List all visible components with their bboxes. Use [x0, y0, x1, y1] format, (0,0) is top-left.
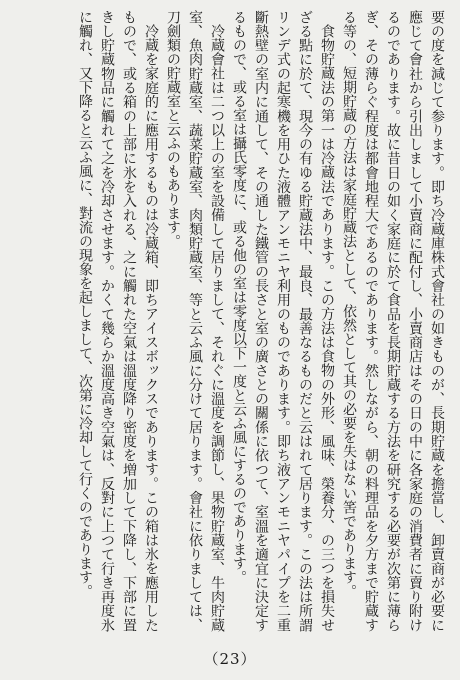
paragraph: 冷蔵を家庭的に應用するものは冷蔵箱、即ちアイスボックスであります。この箱は氷を應用したもので、或る箱の上部に氷を入れる、之に觸れた空氣は溫度降り密度を増加して下降し、下部に置きし貯蔵物品に觸れて之を冷却させます。かくて幾らか溫度高き空氣は、反對に上つて行き再度氷に觸れ、又下降ると云ふ風に、對流の現象を起しまして、次第に冷却して行くのであります。	[77, 10, 159, 632]
page-number: （23）	[203, 650, 257, 668]
paragraph: 要の度を減じて参ります。即ち冷蔵庫株式會社の如きものが、長期貯蔵を擔當し、卸賣商が必要に應じて會社から引出しまして小賣商に配付し、小賣商店はその日の中に各家庭の消費者に賣り附けるのであります。故に昔日の如く家庭に於て食品を長期貯蔵する方法を研究する必要が次第に薄らぎ、その薄らぐ程度は都會地程大であるのであります。然しながら、朝の料理品を夕方まで貯蔵する等の、短期貯蔵の方法は家庭貯蔵法として、依然として其の必要を失はない筈であります。	[341, 10, 445, 632]
paragraph: 冷蔵會社は二つ以上の室を設備して居りまして、それぐに溫度を調節し、果物貯蔵室、牛肉貯蔵室、魚肉貯蔵室、蔬菜貯蔵室、肉類貯蔵室、等と云ふ風に分けて居ります。會社に依りましては、刀劍類の貯蔵室と云ふのもあります。	[165, 10, 225, 632]
vertical-text-body	[12, 10, 448, 632]
paragraph: 食物貯蔵法の第一は冷蔵法であります。この方法は食物の外形、風味、榮養分、の三つを損失せざる點に於て、現今の有ゆる貯蔵法中、最良、最善なるものだと云はれて居ります。この法は所謂リンデ式の起寒機を用ひた液體アンモニヤ利用のものであります。即ち液アンモニヤパイプを二重斷熱壁の室内に通して、その通した鐵管の長さと室の廣さとの關係に依つて、室溫を適宜に決定するもので、或る室は攝氏零度に、或る他の室は零度以下一度と云ふ風にするのであります。	[231, 10, 335, 632]
